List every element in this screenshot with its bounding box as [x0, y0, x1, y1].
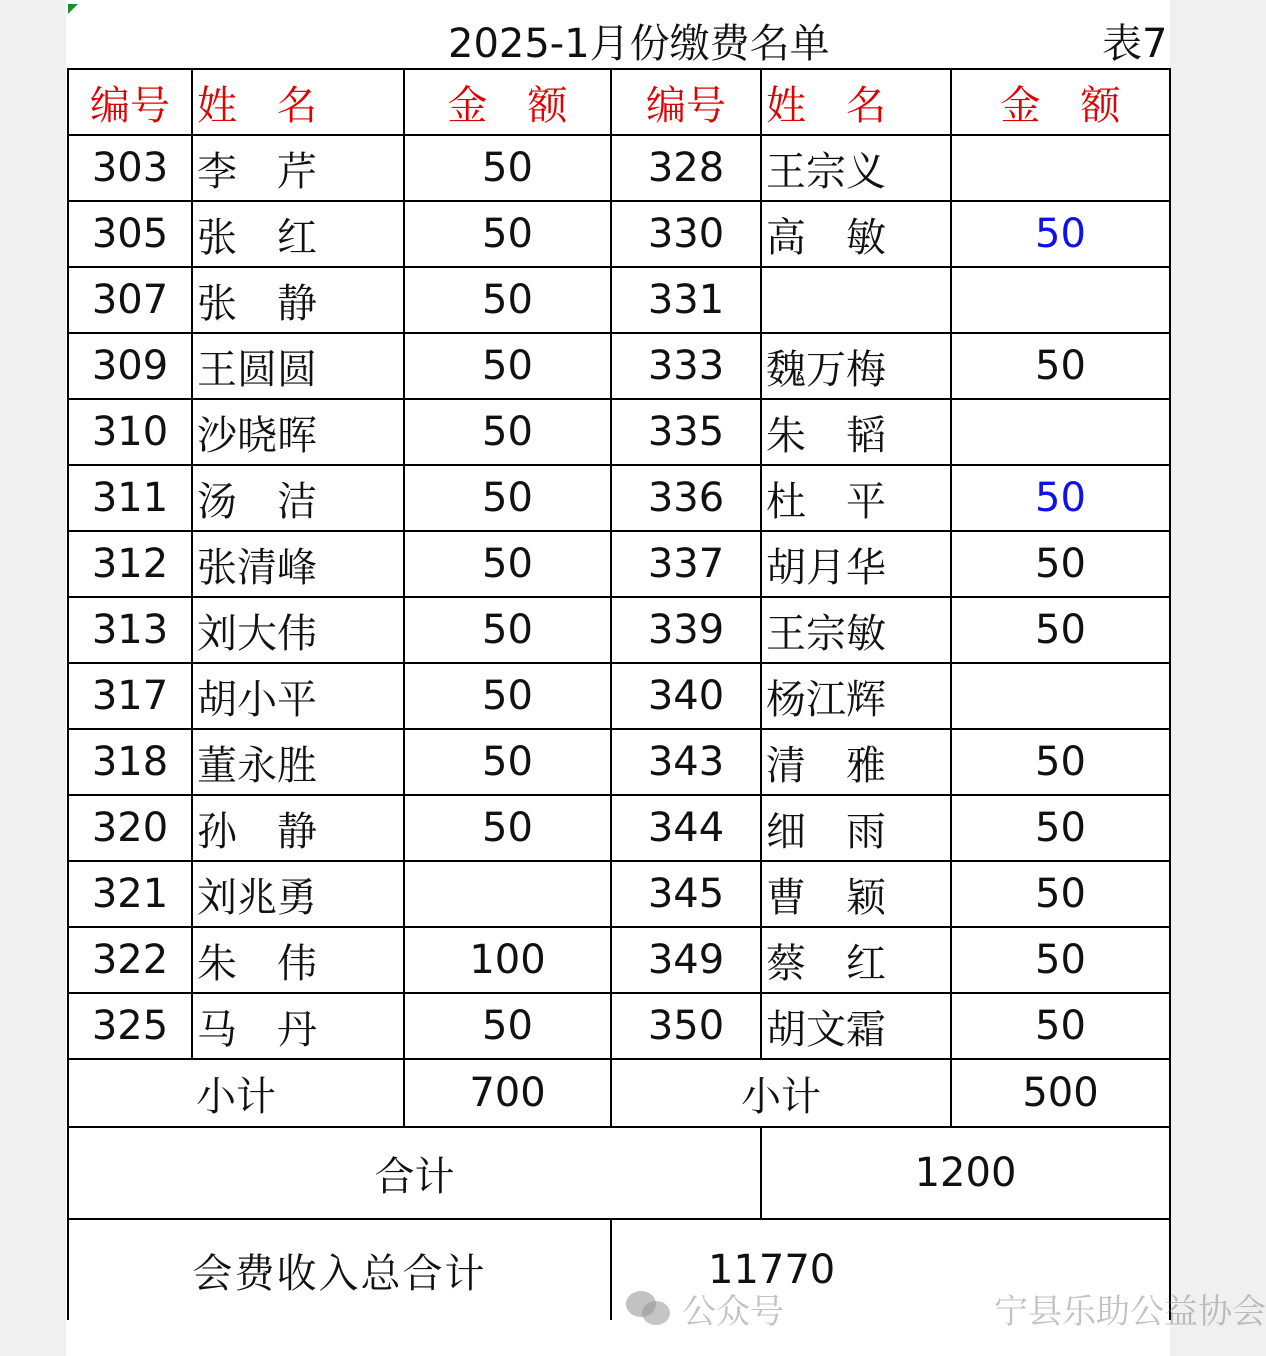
header-row — [68, 69, 1170, 135]
member-id-cell[interactable]: 321 — [68, 861, 192, 927]
member-id-cell-right[interactable]: 344 — [611, 795, 761, 861]
member-name-cell-right[interactable]: 细 雨 — [761, 795, 951, 861]
table-number: 表7 — [1102, 21, 1168, 67]
member-id-cell-right[interactable]: 331 — [611, 267, 761, 333]
member-id-cell[interactable]: 322 — [68, 927, 192, 993]
member-name-cell-right[interactable]: 胡月华 — [761, 531, 951, 597]
amount-cell[interactable]: 50 — [404, 993, 611, 1059]
member-name-cell[interactable]: 沙晓晖 — [192, 399, 404, 465]
member-name-cell-right[interactable]: 高 敏 — [761, 201, 951, 267]
amount-cell-right[interactable]: 50 — [951, 927, 1170, 993]
member-name-cell[interactable]: 朱 伟 — [192, 927, 404, 993]
member-id-cell-right[interactable]: 330 — [611, 201, 761, 267]
grand-total-label[interactable]: 会费收入总合计 — [68, 1219, 611, 1320]
member-name-cell[interactable]: 刘大伟 — [192, 597, 404, 663]
total-value[interactable]: 1200 — [761, 1127, 1170, 1219]
member-name-cell[interactable]: 张清峰 — [192, 531, 404, 597]
member-name-cell-right[interactable]: 蔡 红 — [761, 927, 951, 993]
member-name-cell[interactable]: 汤 洁 — [192, 465, 404, 531]
amount-cell[interactable]: 100 — [404, 927, 611, 993]
title-row — [68, 0, 1168, 68]
member-id-cell[interactable]: 305 — [68, 201, 192, 267]
member-id-cell-right[interactable]: 350 — [611, 993, 761, 1059]
member-id-cell[interactable]: 303 — [68, 135, 192, 201]
member-name-cell-right[interactable]: 王宗义 — [761, 135, 951, 201]
member-id-cell[interactable]: 307 — [68, 267, 192, 333]
table-row — [68, 531, 1170, 597]
header-amount-right[interactable]: 金 额 — [951, 69, 1170, 135]
member-name-cell-right[interactable]: 清 雅 — [761, 729, 951, 795]
header-name-right[interactable]: 姓 名 — [761, 69, 951, 135]
watermark-account-name: 宁县乐助公益协会 — [994, 1292, 1266, 1332]
member-name-cell-right[interactable]: 王宗敏 — [761, 597, 951, 663]
table-row — [68, 267, 1170, 333]
amount-cell[interactable]: 50 — [404, 729, 611, 795]
table-row — [68, 795, 1170, 861]
amount-cell-right[interactable]: 50 — [951, 597, 1170, 663]
member-name-cell-right[interactable]: 曹 颖 — [761, 861, 951, 927]
member-id-cell[interactable]: 320 — [68, 795, 192, 861]
amount-cell-right[interactable]: 50 — [951, 201, 1170, 267]
table-row — [68, 861, 1170, 927]
subtotal-value-right[interactable]: 500 — [951, 1059, 1170, 1127]
member-id-cell[interactable]: 317 — [68, 663, 192, 729]
member-id-cell[interactable]: 310 — [68, 399, 192, 465]
watermark — [626, 1284, 1266, 1333]
amount-cell-right[interactable] — [951, 399, 1170, 465]
amount-cell-right[interactable]: 50 — [951, 531, 1170, 597]
amount-cell[interactable]: 50 — [404, 663, 611, 729]
member-name-cell-right[interactable]: 杜 平 — [761, 465, 951, 531]
table-row — [68, 135, 1170, 201]
member-name-cell[interactable]: 马 丹 — [192, 993, 404, 1059]
member-id-cell-right[interactable]: 343 — [611, 729, 761, 795]
total-row — [68, 1127, 1170, 1219]
member-id-cell-right[interactable]: 328 — [611, 135, 761, 201]
member-id-cell[interactable]: 318 — [68, 729, 192, 795]
amount-cell[interactable]: 50 — [404, 795, 611, 861]
amount-cell-right[interactable]: 50 — [951, 333, 1170, 399]
member-name-cell[interactable]: 孙 静 — [192, 795, 404, 861]
amount-cell-right[interactable]: 50 — [951, 993, 1170, 1059]
subtotal-label-right[interactable]: 小计 — [611, 1059, 951, 1127]
member-name-cell-right[interactable]: 杨江辉 — [761, 663, 951, 729]
table-row — [68, 399, 1170, 465]
subtotal-label-left[interactable]: 小计 — [68, 1059, 404, 1127]
amount-cell[interactable] — [404, 861, 611, 927]
member-id-cell[interactable]: 309 — [68, 333, 192, 399]
subtotal-value-left[interactable]: 700 — [404, 1059, 611, 1127]
member-id-cell-right[interactable]: 339 — [611, 597, 761, 663]
table-row — [68, 333, 1170, 399]
member-name-cell[interactable]: 张 静 — [192, 267, 404, 333]
amount-cell-right[interactable] — [951, 135, 1170, 201]
member-id-cell[interactable]: 313 — [68, 597, 192, 663]
member-name-cell[interactable]: 张 红 — [192, 201, 404, 267]
amount-cell-right[interactable]: 50 — [951, 795, 1170, 861]
member-id-cell-right[interactable]: 335 — [611, 399, 761, 465]
subtotal-row — [68, 1059, 1170, 1127]
amount-cell[interactable]: 50 — [404, 135, 611, 201]
member-id-cell-right[interactable]: 336 — [611, 465, 761, 531]
header-id[interactable]: 编号 — [68, 69, 192, 135]
member-name-cell[interactable]: 李 芹 — [192, 135, 404, 201]
member-name-cell-right[interactable]: 魏万梅 — [761, 333, 951, 399]
table-row — [68, 201, 1170, 267]
wechat-icon — [626, 1289, 672, 1329]
member-id-cell-right[interactable]: 333 — [611, 333, 761, 399]
member-id-cell-right[interactable]: 345 — [611, 861, 761, 927]
table-row — [68, 927, 1170, 993]
header-id-right[interactable]: 编号 — [611, 69, 761, 135]
amount-cell[interactable]: 50 — [404, 333, 611, 399]
table-row — [68, 993, 1170, 1059]
member-id-cell-right[interactable]: 349 — [611, 927, 761, 993]
fee-table — [67, 68, 1171, 1320]
member-id-cell-right[interactable]: 337 — [611, 531, 761, 597]
member-name-cell[interactable]: 王圆圆 — [192, 333, 404, 399]
amount-cell[interactable]: 50 — [404, 531, 611, 597]
member-name-cell-right[interactable]: 胡文霜 — [761, 993, 951, 1059]
member-name-cell[interactable]: 刘兆勇 — [192, 861, 404, 927]
amount-cell[interactable]: 50 — [404, 597, 611, 663]
member-name-cell[interactable]: 胡小平 — [192, 663, 404, 729]
header-name[interactable]: 姓 名 — [192, 69, 404, 135]
amount-cell-right[interactable] — [951, 267, 1170, 333]
amount-cell[interactable]: 50 — [404, 267, 611, 333]
amount-cell-right[interactable]: 50 — [951, 729, 1170, 795]
amount-cell-right[interactable]: 50 — [951, 861, 1170, 927]
amount-cell[interactable]: 50 — [404, 465, 611, 531]
member-name-cell-right[interactable]: 朱 韬 — [761, 399, 951, 465]
amount-cell[interactable]: 50 — [404, 201, 611, 267]
total-label[interactable]: 合计 — [68, 1127, 761, 1219]
member-id-cell[interactable]: 311 — [68, 465, 192, 531]
member-name-cell[interactable]: 董永胜 — [192, 729, 404, 795]
watermark-prefix: 公众号 — [682, 1292, 784, 1332]
member-id-cell-right[interactable]: 340 — [611, 663, 761, 729]
table-row — [68, 597, 1170, 663]
member-name-cell-right[interactable] — [761, 267, 951, 333]
table-row — [68, 663, 1170, 729]
amount-cell-right[interactable] — [951, 663, 1170, 729]
grand-total-value[interactable]: 11770 — [611, 1219, 1170, 1320]
member-id-cell[interactable]: 325 — [68, 993, 192, 1059]
table-row — [68, 729, 1170, 795]
member-id-cell[interactable]: 312 — [68, 531, 192, 597]
amount-cell-right[interactable]: 50 — [951, 465, 1170, 531]
sheet-title: 2025-1月份缴费名单 — [448, 21, 830, 67]
table-row — [68, 465, 1170, 531]
amount-cell[interactable]: 50 — [404, 399, 611, 465]
header-amount[interactable]: 金 额 — [404, 69, 611, 135]
